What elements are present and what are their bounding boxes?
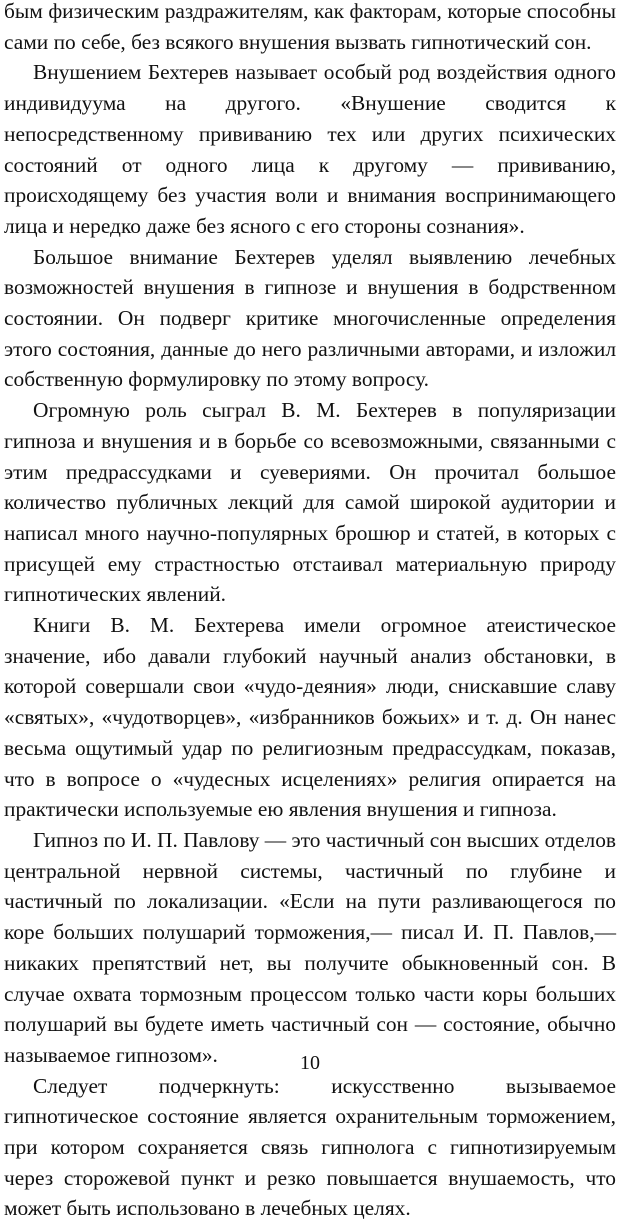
paragraph-continuation: бым физическим раздражителям, как факторам, которые способны сами по себе, без всякого внушения вызвать гипнотический сон. [4, 0, 616, 54]
paragraph-conclusion: Следует подчеркнуть: искусственно вызываемое гипнотическое состояние является охранительным торможением, при котором сохраняется связь гипнолога с гипнотизируемым через сторожевой пункт и резко повышается внушаемость, что может быть использовано в лечебных целях. [4, 1073, 616, 1221]
body-text [4, 0, 616, 1224]
page-number: 10 [300, 1052, 320, 1074]
paragraph-therapeutic-possibilities: Большое внимание Бехтерев уделял выявлению лечебных возможностей внушения в гипнозе и внушения в бодрственном состоянии. Он подверг критике многочисленные определения этого состояния, данные до него различными авторами, и изложил собственную формулировку по этому вопросу. [4, 244, 616, 392]
paragraph-pavlov-hypnosis: Гипноз по И. П. Павлову — это частичный сон высших отделов центральной нервной системы, частичный по глубине и частичный по локализации. «Если на пути разливающегося по коре больших полушарий торможения,— писал И. П. Павлов,— никаких препятствий нет, вы получите обыкновенный сон. В случае охвата тормозным процессом только части коры больших полушарий вы будете иметь частичный сон — состояние, обычно называемое гипнозом». [4, 827, 616, 1067]
paragraph-suggestion-definition: Внушением Бехтерев называет особый род воздействия одного индивидуума на другого. «Внушение сводится к непосредственному прививанию тех или других психических состояний от одного лица к другому — прививанию, происходящему без участия воли и внимания воспринимающего лица и нередко даже без ясного с его стороны сознания». [4, 60, 616, 238]
paragraph-atheistic-significance: Книги В. М. Бехтерева имели огромное атеистическое значение, ибо давали глубокий научный анализ обстановки, в которой совершали свои «чудо-деяния» люди, снискавшие славу «святых», «чудотворцев», «избранников божьих» и т. д. Он нанес весьма ощутимый удар по религиозным предрассудкам, показав, что в вопросе о «чудесных исцелениях» религия опирается на практически используемые ею явления внушения и гипноза. [4, 613, 616, 822]
paragraph-popularization: Огромную роль сыграл В. М. Бехтерев в популяризации гипноза и внушения и в борьбе со всевозможными, связанными с этим предрассудками и суевериями. Он прочитал большое количество публичных лекций для самой широкой аудитории и написал много научно-популярных брошюр и статей, в которых с присущей ему страстностью отстаивал материальную природу гипнотических явлений. [4, 398, 616, 607]
